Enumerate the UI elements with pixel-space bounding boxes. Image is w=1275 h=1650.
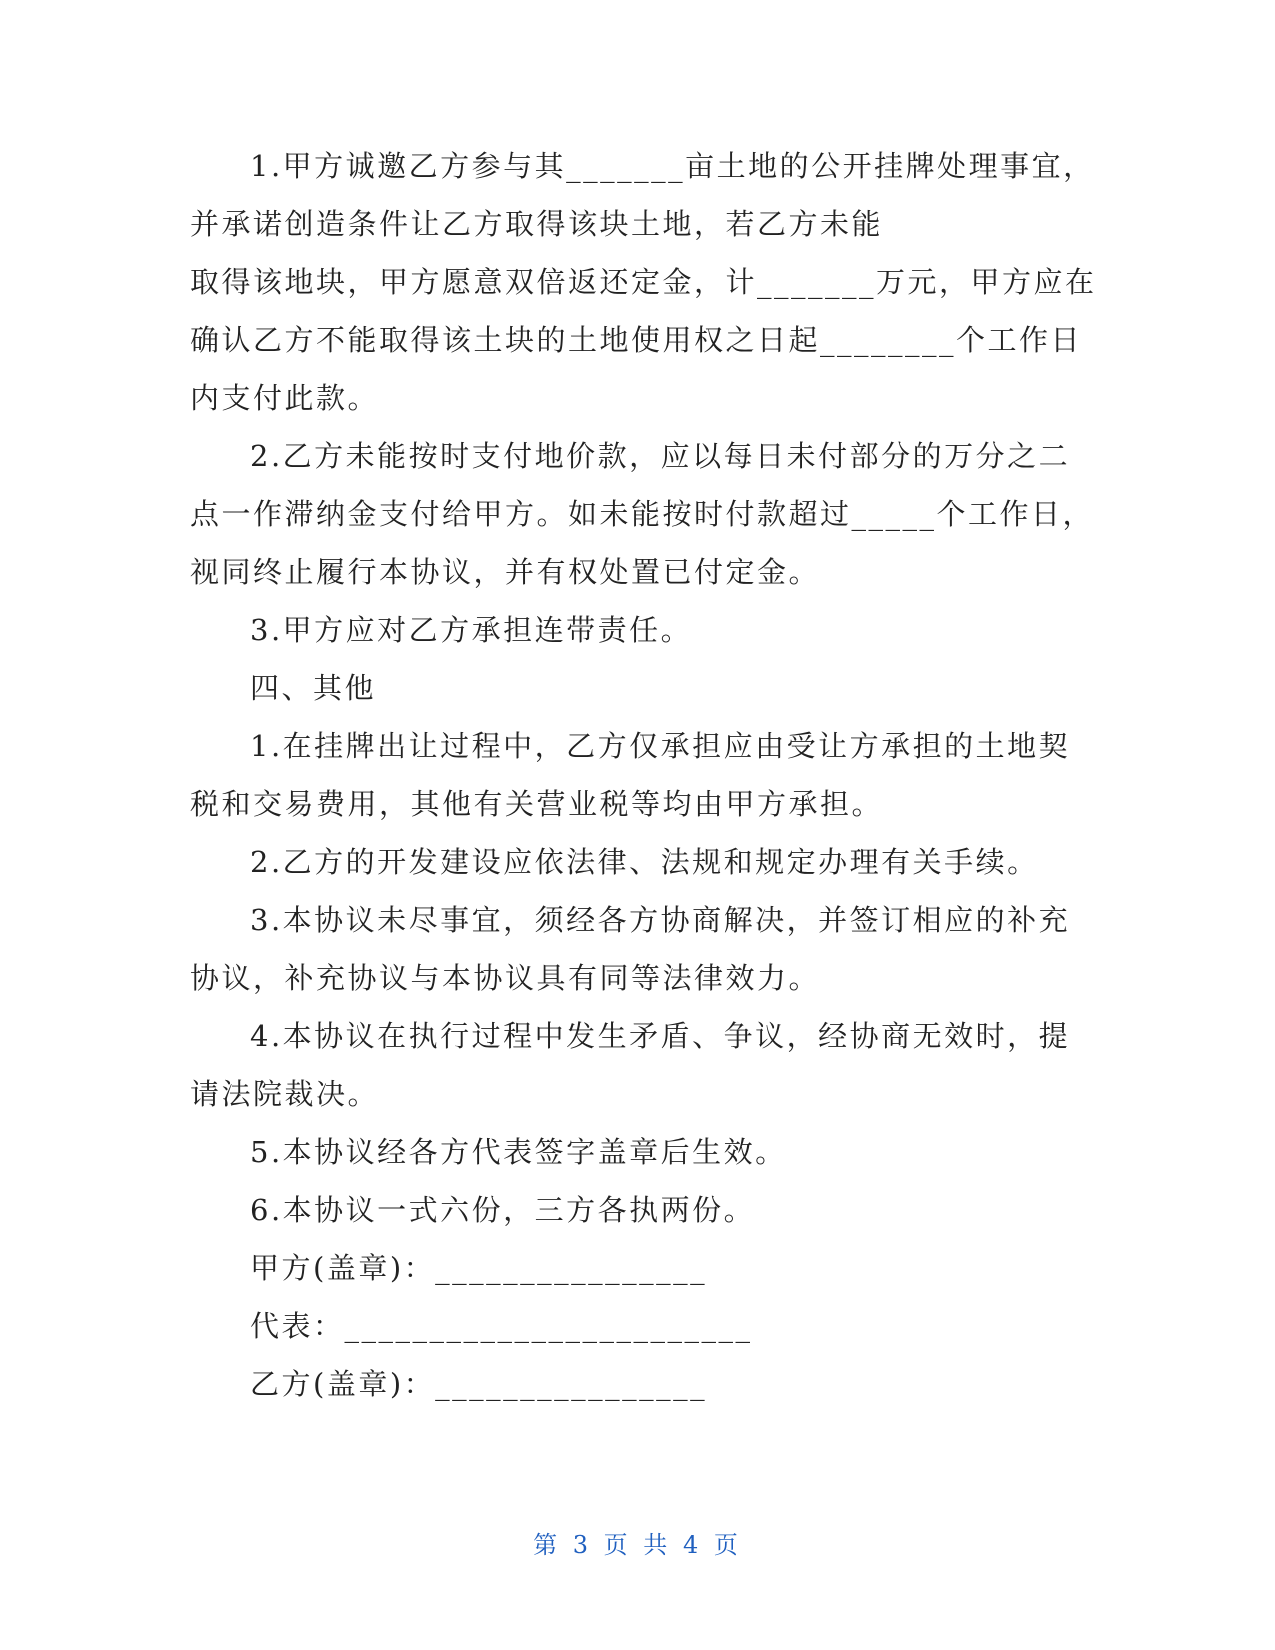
text-line: 1.甲方诚邀乙方参与其_______亩土地的公开挂牌处理事宜， bbox=[250, 149, 1095, 183]
text-line: 1.在挂牌出让过程中，乙方仅承担应由受让方承担的土地契 bbox=[250, 729, 1071, 763]
text-line: 视同终止履行本协议，并有权处置已付定金。 bbox=[190, 555, 821, 589]
text-line: 并承诺创造条件让乙方取得该块土地，若乙方未能 bbox=[190, 207, 884, 241]
text-line: 4.本协议在执行过程中发生矛盾、争议，经协商无效时，提 bbox=[250, 1019, 1071, 1053]
text-line: 内支付此款。 bbox=[190, 381, 380, 415]
text-line: 5.本协议经各方代表签字盖章后生效。 bbox=[250, 1135, 787, 1169]
text-line: 2.乙方未能按时支付地价款，应以每日未付部分的万分之二 bbox=[250, 439, 1071, 473]
signature-line-party-b: 乙方(盖章)：________________ bbox=[250, 1367, 708, 1401]
text-line: 确认乙方不能取得该土块的土地使用权之日起________个工作日 bbox=[190, 323, 1083, 357]
section-heading: 四、其他 bbox=[250, 671, 377, 705]
text-line: 6.本协议一式六份，三方各执两份。 bbox=[250, 1193, 756, 1227]
text-line: 3.甲方应对乙方承担连带责任。 bbox=[250, 613, 693, 647]
text-line: 3.本协议未尽事宜，须经各方协商解决，并签订相应的补充 bbox=[250, 903, 1071, 937]
text-line: 请法院裁决。 bbox=[190, 1077, 380, 1111]
signature-line-party-a: 甲方(盖章)：________________ bbox=[250, 1251, 708, 1285]
page-number: 第 3 页 共 4 页 bbox=[533, 1531, 742, 1559]
text-line: 协议，补充协议与本协议具有同等法律效力。 bbox=[190, 961, 821, 995]
text-line: 点一作滞纳金支付给甲方。如未能按时付款超过_____个工作日， bbox=[190, 497, 1095, 531]
text-line: 2.乙方的开发建设应依法律、法规和规定办理有关手续。 bbox=[250, 845, 1039, 879]
signature-line-representative: 代表：________________________ bbox=[250, 1309, 753, 1343]
text-line: 取得该地块，甲方愿意双倍返还定金，计_______万元，甲方应在 bbox=[190, 265, 1097, 299]
text-line: 税和交易费用，其他有关营业税等均由甲方承担。 bbox=[190, 787, 884, 821]
